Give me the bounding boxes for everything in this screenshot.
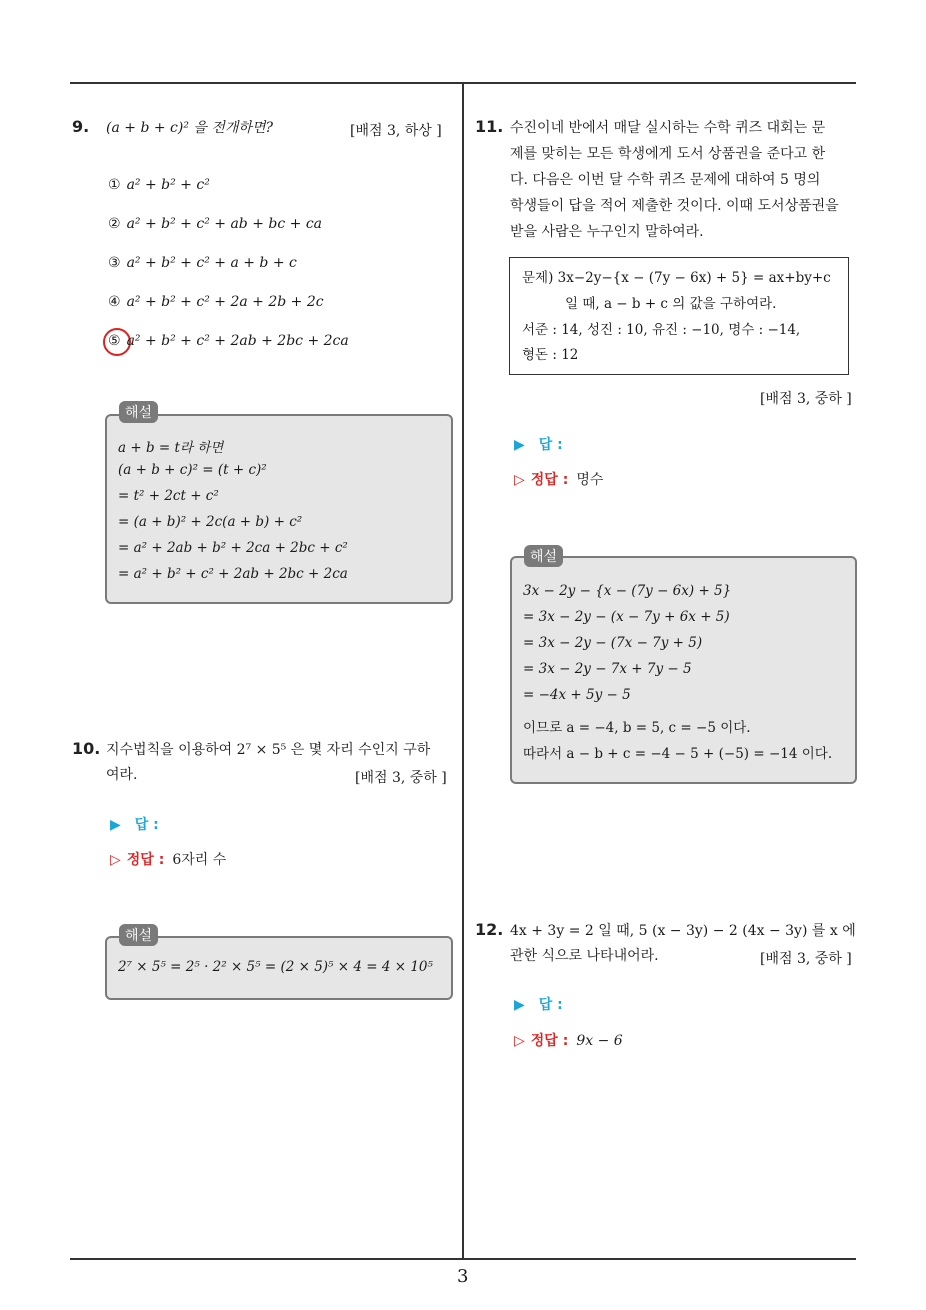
choice-mark: ⑤ (108, 333, 121, 349)
q9-choice-4[interactable] (108, 294, 324, 310)
q9-choice-3[interactable] (108, 255, 297, 271)
q11-box-line: 일 때, a − b + c 의 값을 구하여라. (565, 296, 777, 312)
choice-text: a² + b² + c² + 2ab + 2bc + 2ca (126, 333, 349, 349)
key-value: 명수 (576, 472, 604, 488)
key-value: 9x − 6 (576, 1033, 623, 1049)
q10-solution-tag: 해설 (119, 924, 158, 946)
q9-solution-line: = t² + 2ct + c² (118, 488, 219, 504)
q9-number: 9. (72, 117, 90, 136)
q11-score: [배점 3, 중하 ] (760, 391, 852, 407)
q11-solution-line: = 3x − 2y − (7x − 7y + 5) (523, 635, 703, 651)
q11-box-line: 서준 : 14, 성진 : 10, 유진 : −10, 명수 : −14, (522, 322, 801, 338)
key-label: 정답 : (530, 472, 569, 488)
q12-number: 12. (475, 920, 504, 939)
q11-stem-line: 수진이네 반에서 매달 실시하는 수학 퀴즈 대회는 문 (510, 120, 826, 136)
q10-stem-line2: 여라. (106, 767, 138, 783)
outline-arrow-icon: ▷ (514, 1033, 525, 1049)
q11-solution-line: = −4x + 5y − 5 (523, 687, 631, 703)
key-label: 정답 : (530, 1033, 569, 1049)
bottom-rule (70, 1258, 856, 1260)
q10-number: 10. (72, 739, 101, 758)
key-label: 정답 : (126, 852, 165, 868)
q11-box-line: 문제) 3x−2y−{x − (7y − 6x) + 5} = ax+by+c (522, 270, 831, 286)
q9-score: [배점 3, 하상 ] (350, 123, 442, 139)
q9-choice-1[interactable] (108, 177, 210, 193)
q12-score: [배점 3, 중하 ] (760, 951, 852, 967)
q12-stem-line1: 4x + 3y = 2 일 때, 5 (x − 3y) − 2 (4x − 3y) 를 x 에 (510, 923, 856, 939)
q9-solution-line: = (a + b)² + 2c(a + b) + c² (118, 514, 303, 530)
q11-solution-line: 이므로 a = −4, b = 5, c = −5 이다. (523, 720, 751, 736)
q10-stem-line1: 지수법칙을 이용하여 2⁷ × 5⁵ 은 몇 자리 수인지 구하 (106, 742, 431, 758)
outline-arrow-icon: ▷ (110, 852, 121, 868)
q11-key-row (514, 469, 603, 489)
q12-answer-row[interactable] (514, 994, 563, 1014)
play-arrow-icon: ▶ (514, 437, 525, 453)
q11-stem-line: 제를 맞히는 모든 학생에게 도서 상품권을 준다고 한 (510, 146, 826, 162)
q11-solution-line: 3x − 2y − {x − (7y − 6x) + 5} (523, 583, 732, 599)
q10-key-row (110, 849, 226, 869)
answer-label: 답 : (538, 997, 563, 1013)
q11-solution-tag: 해설 (524, 545, 563, 567)
q10-answer-row[interactable] (110, 814, 159, 834)
q12-stem-line2: 관한 식으로 나타내어라. (510, 948, 659, 964)
q10-score: [배점 3, 중하 ] (355, 770, 447, 786)
q11-solution-line: = 3x − 2y − (x − 7y + 6x + 5) (523, 609, 730, 625)
q11-solution-line: 따라서 a − b + c = −4 − 5 + (−5) = −14 이다. (523, 746, 833, 762)
q11-stem-line: 다. 다음은 이번 달 수학 퀴즈 문제에 대하여 5 명의 (510, 172, 821, 188)
q11-solution-line: = 3x − 2y − 7x + 7y − 5 (523, 661, 692, 677)
choice-mark: ① (108, 177, 121, 193)
choice-mark: ② (108, 216, 121, 232)
q9-solution-line: a + b = t라 하면 (118, 440, 224, 456)
choice-mark: ④ (108, 294, 121, 310)
q9-solution-line: = a² + b² + c² + 2ab + 2bc + 2ca (118, 566, 348, 582)
q12-key-row (514, 1030, 623, 1050)
q11-number: 11. (475, 117, 504, 136)
choice-text: a² + b² + c² + ab + bc + ca (126, 216, 323, 232)
choice-mark: ③ (108, 255, 121, 271)
q11-answer-row[interactable] (514, 434, 563, 454)
outline-arrow-icon: ▷ (514, 472, 525, 488)
choice-text: a² + b² + c² (126, 177, 210, 193)
answer-label: 답 : (134, 817, 159, 833)
choice-text: a² + b² + c² + a + b + c (126, 255, 297, 271)
key-value: 6자리 수 (172, 852, 227, 868)
q11-stem-line: 학생들이 답을 적어 제출한 것이다. 이때 도서상품권을 (510, 198, 839, 214)
q9-solution-line: (a + b + c)² = (t + c)² (118, 462, 267, 478)
q11-box-line: 형돈 : 12 (522, 347, 579, 363)
q9-solution-tag: 해설 (119, 401, 158, 423)
q9-solution-line: = a² + 2ab + b² + 2ca + 2bc + c² (118, 540, 348, 556)
play-arrow-icon: ▶ (110, 817, 121, 833)
q9-stem: (a + b + c)² 을 전개하면? (106, 120, 273, 136)
q9-choice-2[interactable] (108, 216, 322, 232)
choice-text: a² + b² + c² + 2a + 2b + 2c (126, 294, 324, 310)
column-divider (462, 84, 464, 1259)
q10-solution-line: 2⁷ × 5⁵ = 2⁵ · 2² × 5⁵ = (2 × 5)⁵ × 4 = 4 × 10⁵ (118, 959, 433, 975)
answer-label: 답 : (538, 437, 563, 453)
q11-stem-line: 받을 사람은 누구인지 말하여라. (510, 224, 704, 240)
q9-choice-5[interactable] (108, 333, 349, 349)
page-number: 3 (457, 1266, 469, 1287)
play-arrow-icon: ▶ (514, 997, 525, 1013)
